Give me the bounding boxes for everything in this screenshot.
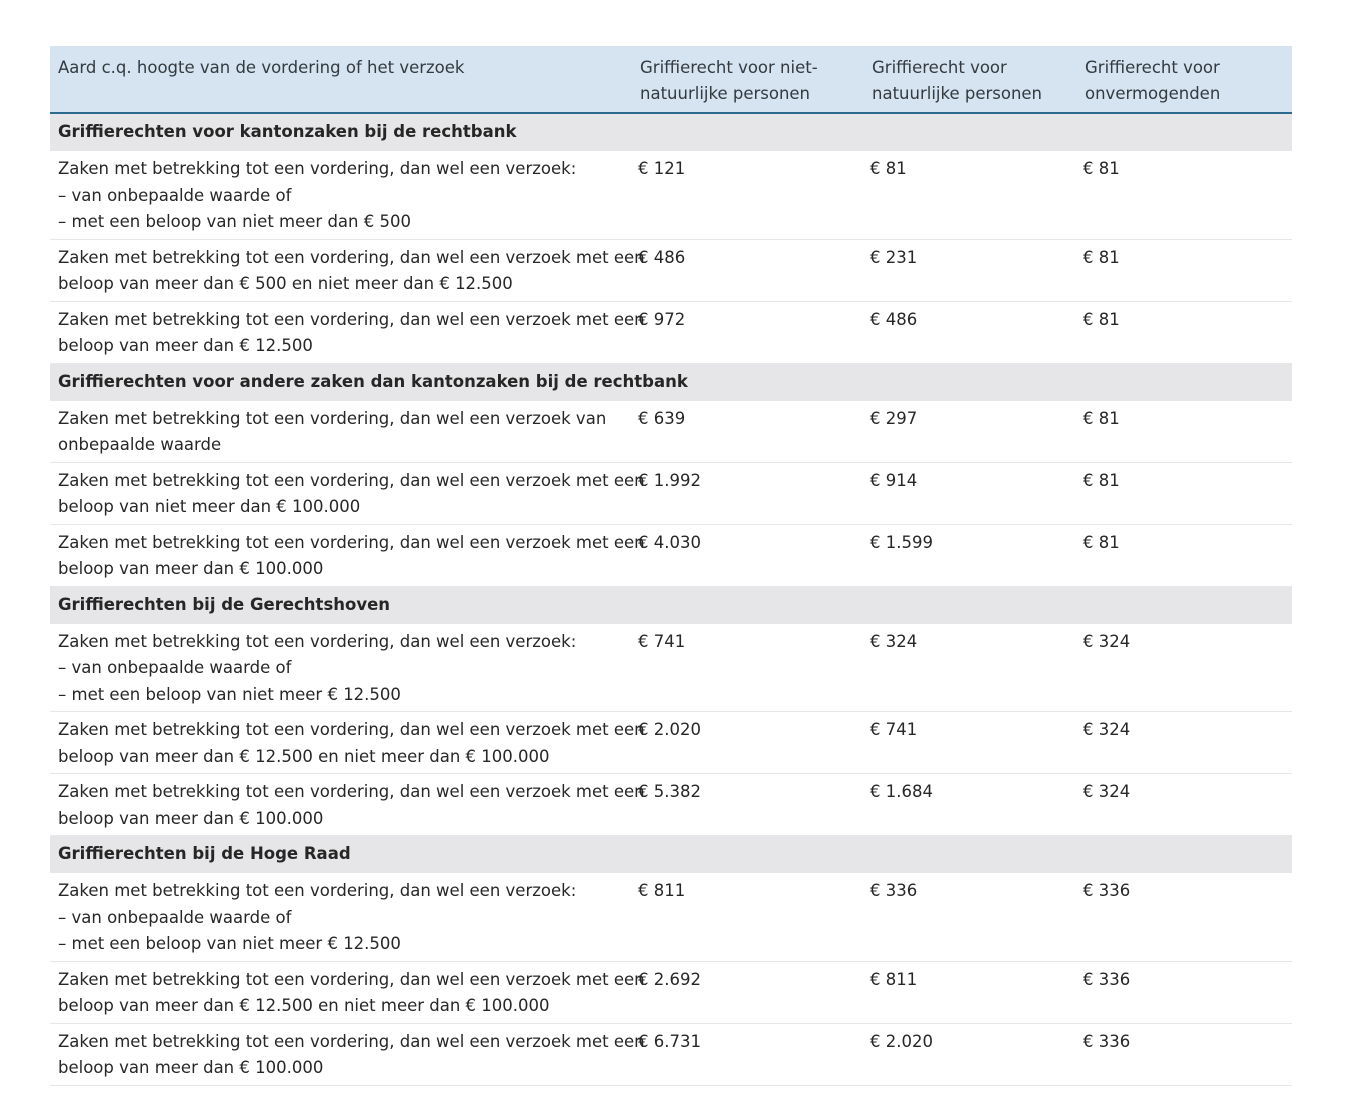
fee-indigent: € 324 [1077,774,1292,836]
fee-indigent: € 324 [1077,624,1292,712]
description-line: – met een beloop van niet meer € 12.500 [58,934,401,953]
fee-non-natural-persons: € 639 [632,401,864,463]
table-row [50,239,1292,301]
fee-indigent: € 81 [1077,239,1292,301]
court-fees-table [50,46,1292,1086]
section-title: Griffierechten voor kantonzaken bij de rechtbank [50,113,1292,151]
section-header-row [50,836,1292,874]
fee-indigent: € 81 [1077,301,1292,363]
fee-non-natural-persons: € 121 [632,151,864,239]
row-description [50,462,645,524]
description-line: Zaken met betrekking tot een vordering, dan wel een verzoek met een [58,532,645,552]
table-row [50,712,1292,774]
fee-natural-persons: € 297 [864,401,1077,463]
row-description [50,301,645,363]
table-header [50,46,1292,113]
table-row [50,1023,1292,1085]
description-line: onbepaalde waarde [58,435,222,454]
description-line: beloop van meer dan € 100.000 [58,1058,324,1077]
fee-indigent: € 81 [1077,401,1292,463]
row-description [50,624,632,712]
row-description [50,151,632,239]
description-line: Zaken met betrekking tot een vordering, dan wel een verzoek met een [58,247,645,267]
row-description [50,401,632,463]
description-line: – van onbepaalde waarde of [58,907,292,927]
fee-non-natural-persons: € 1.992 [632,462,864,524]
fee-natural-persons: € 486 [864,301,1077,363]
section-title: Griffierechten bij de Hoge Raad [50,836,1292,874]
table-row [50,462,1292,524]
header-indigent: Griffierecht voor onvermogenden [1077,46,1292,113]
fee-non-natural-persons: € 741 [632,624,864,712]
header-row [50,46,1292,113]
description-line: – met een beloop van niet meer dan € 500 [58,212,411,231]
section-title: Griffierechten voor andere zaken dan kantonzaken bij de rechtbank [50,363,1292,401]
fee-indigent: € 324 [1077,712,1292,774]
table-row [50,301,1292,363]
row-description [50,239,645,301]
fee-indigent: € 81 [1077,151,1292,239]
fee-non-natural-persons: € 4.030 [632,524,864,586]
description-line: Zaken met betrekking tot een vordering, dan wel een verzoek met een [58,969,645,989]
fee-natural-persons: € 811 [864,961,1077,1023]
header-non-natural-persons: Griffierecht voor niet-natuurlijke personen [632,46,864,113]
description-line: Zaken met betrekking tot een vordering, dan wel een verzoek met een [58,720,645,739]
document-page [50,46,1292,1086]
fee-non-natural-persons: € 2.020 [632,712,864,774]
description-line: beloop van meer dan € 12.500 [58,336,313,355]
section-title: Griffierechten bij de Gerechtshoven [50,586,1292,624]
description-line: Zaken met betrekking tot een vordering, dan wel een verzoek: [58,881,577,900]
table-row [50,524,1292,586]
description-line: Zaken met betrekking tot een vordering, dan wel een verzoek: [58,631,577,651]
row-description [50,524,645,586]
description-line: beloop van niet meer dan € 100.000 [58,497,361,516]
fee-natural-persons: € 1.684 [864,774,1077,836]
fee-natural-persons: € 81 [864,151,1077,239]
fee-indigent: € 336 [1077,873,1292,961]
table-row [50,624,1292,712]
fee-natural-persons: € 1.599 [864,524,1077,586]
table-row [50,774,1292,836]
fee-natural-persons: € 914 [864,462,1077,524]
fee-non-natural-persons: € 5.382 [632,774,864,836]
description-line: beloop van meer dan € 12.500 en niet meer dan € 100.000 [58,996,550,1015]
fee-natural-persons: € 741 [864,712,1077,774]
row-description [50,873,632,961]
fee-non-natural-persons: € 811 [632,873,864,961]
fee-non-natural-persons: € 972 [632,301,864,363]
table-row [50,873,1292,961]
row-description [50,712,645,774]
fee-indigent: € 336 [1077,961,1292,1023]
fee-natural-persons: € 2.020 [864,1023,1077,1085]
section-header-row [50,363,1292,401]
header-description: Aard c.q. hoogte van de vordering of het verzoek [50,46,632,113]
description-line: Zaken met betrekking tot een vordering, dan wel een verzoek van [58,408,607,428]
table-body [50,113,1292,1085]
fee-natural-persons: € 324 [864,624,1077,712]
description-line: Zaken met betrekking tot een vordering, dan wel een verzoek met een [58,470,645,490]
description-line: – van onbepaalde waarde of [58,658,292,677]
section-header-row [50,586,1292,624]
description-line: – met een beloop van niet meer € 12.500 [58,684,401,704]
description-line: beloop van meer dan € 500 en niet meer dan € 12.500 [58,274,513,293]
description-line: Zaken met betrekking tot een vordering, dan wel een verzoek met een [58,309,645,329]
fee-indigent: € 336 [1077,1023,1292,1085]
row-description [50,1023,645,1085]
row-description [50,774,645,836]
fee-indigent: € 81 [1077,524,1292,586]
fee-natural-persons: € 336 [864,873,1077,961]
description-line: beloop van meer dan € 100.000 [58,808,324,828]
table-row [50,961,1292,1023]
description-line: beloop van meer dan € 100.000 [58,559,324,578]
fee-indigent: € 81 [1077,462,1292,524]
section-header-row [50,113,1292,151]
fee-non-natural-persons: € 6.731 [632,1023,864,1085]
table-row [50,151,1292,239]
description-line: beloop van meer dan € 12.500 en niet meer dan € 100.000 [58,746,550,766]
row-description [50,961,645,1023]
fee-non-natural-persons: € 486 [632,239,864,301]
description-line: Zaken met betrekking tot een vordering, dan wel een verzoek met een [58,782,645,801]
table-row [50,401,1292,463]
description-line: Zaken met betrekking tot een vordering, dan wel een verzoek met een [58,1031,645,1051]
description-line: Zaken met betrekking tot een vordering, dan wel een verzoek: [58,159,577,178]
header-natural-persons: Griffierecht voor natuurlijke personen [864,46,1077,113]
fee-natural-persons: € 231 [864,239,1077,301]
description-line: – van onbepaalde waarde of [58,185,292,205]
fee-non-natural-persons: € 2.692 [632,961,864,1023]
